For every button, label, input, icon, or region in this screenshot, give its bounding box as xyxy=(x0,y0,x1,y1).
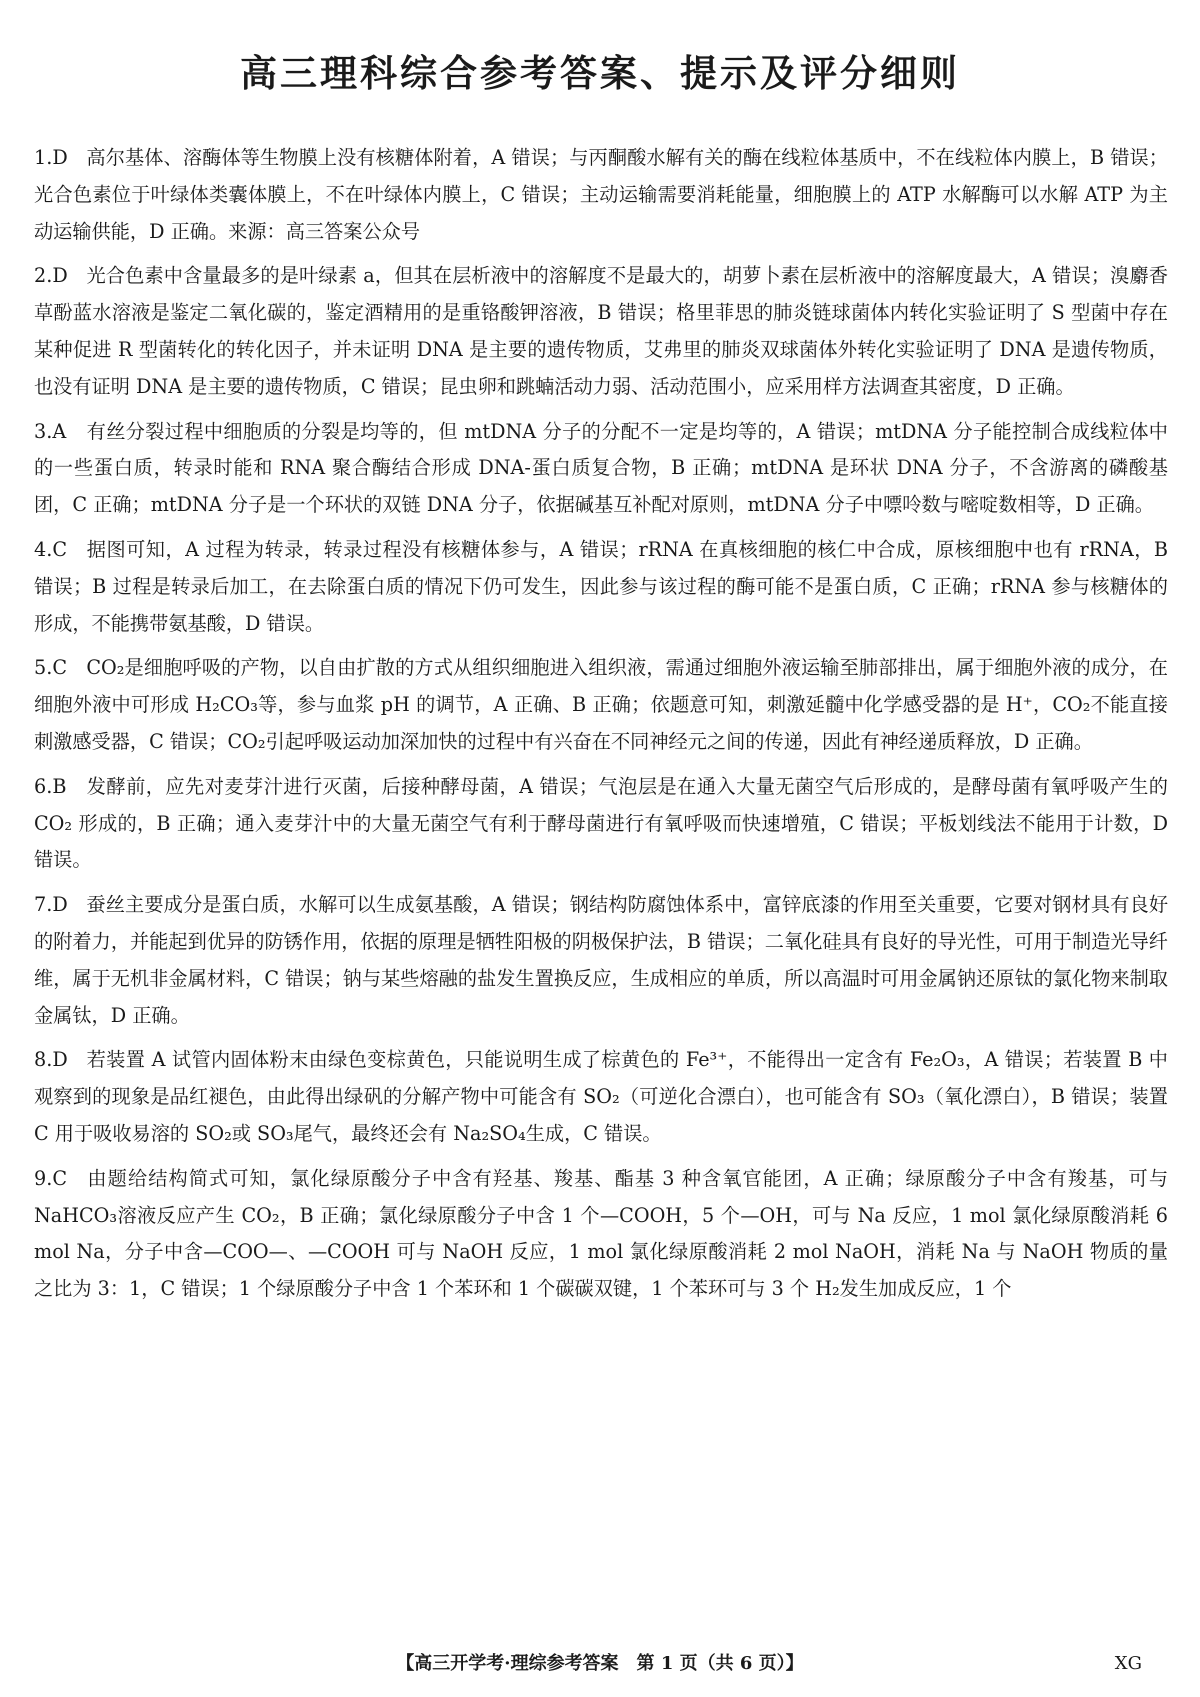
item-number: 6. xyxy=(34,774,53,798)
item-explanation: 有丝分裂过程中细胞质的分裂是均等的，但 mtDNA 分子的分配不一定是均等的，A 错误；mtDNA 分子能控制合成线粒体中的一些蛋白质，转录时能和 RNA 聚合酶结合形成 DNA-蛋白质复合物，B 正确；mtDNA 是环状 DNA 分子，不含游离的磷酸基团，C 正确；mtDNA 分子是一个环状的双链 DNA 分子，依据碱基互补配对原则，mtDNA 分子中嘌呤数与嘧啶数相等，D 正确。 xyxy=(34,419,1168,517)
item-explanation: 发酵前，应先对麦芽汁进行灭菌，后接种酵母菌，A 错误；气泡层是在通入大量无菌空气后形成的，是酵母菌有氧呼吸产生的 CO₂ 形成的，B 正确；通入麦芽汁中的大量无菌空气有利于酵母菌进行有氧呼吸而快速增殖，C 错误；平板划线法不能用于计数，D 错误。 xyxy=(34,774,1168,872)
item-answer: D xyxy=(52,146,68,169)
footer-page-info: 【高三开学考·理综参考答案 第 1 页（共 6 页）】 xyxy=(396,1653,804,1674)
item-number: 5. xyxy=(34,656,53,680)
answer-item-7 xyxy=(34,887,1168,1034)
item-number: 2. xyxy=(34,264,53,288)
item-number: 8. xyxy=(34,1048,53,1072)
item-number: 3. xyxy=(34,419,53,443)
item-answer: D xyxy=(52,1048,68,1072)
item-explanation: 据图可知，A 过程为转录，转录过程没有核糖体参与，A 错误；rRNA 在真核细胞的核仁中合成，原核细胞中也有 rRNA，B 错误；B 过程是转录后加工，在去除蛋白质的情况下仍可发生，因此参与该过程的酶可能不是蛋白质，C 正确；rRNA 参与核糖体的形成，不能携带氨基酸，D 错误。 xyxy=(34,537,1168,635)
item-answer: D xyxy=(52,264,68,288)
item-answer: D xyxy=(52,893,68,917)
item-number: 1. xyxy=(34,146,53,169)
page-title: 高三理科综合参考答案、提示及评分细则 xyxy=(240,52,960,95)
item-explanation: 光合色素中含量最多的是叶绿素 a，但其在层析液中的溶解度不是最大的，胡萝卜素在层析液中的溶解度最大，A 错误；溴麝香草酚蓝水溶液是鉴定二氧化碳的，鉴定酒精用的是重铬酸钾溶液，B 错误；格里菲思的肺炎链球菌体内转化实验证明了 S 型菌中存在某种促进 R 型菌转化的转化因子，并未证明 DNA 是主要的遗传物质，艾弗里的肺炎双球菌体外转化实验证明了 DNA 是遗传物质，也没有证明 DNA 是主要的遗传物质，C 错误；昆虫卵和跳蝻活动力弱、活动范围小，应采用样方法调查其密度，D 正确。 xyxy=(34,264,1168,398)
item-answer: A xyxy=(52,419,67,443)
answer-item-1 xyxy=(34,140,1168,250)
answer-item-4 xyxy=(34,532,1168,642)
item-explanation: 蚕丝主要成分是蛋白质，水解可以生成氨基酸，A 错误；钢结构防腐蚀体系中，富锌底漆的作用至关重要，它要对钢材具有良好的附着力，并能起到优异的防锈作用，依据的原理是牺牲阳极的阴极保护法，B 错误；二氧化硅具有良好的导光性，可用于制造光导纤维，属于无机非金属材料，C 错误；钠与某些熔融的盐发生置换反应，生成相应的单质，所以高温时可用金属钠还原钛的氯化物来制取金属钛，D 正确。 xyxy=(34,893,1169,1027)
item-explanation: CO₂是细胞呼吸的产物，以自由扩散的方式从组织细胞进入组织液，需通过细胞外液运输至肺部排出，属于细胞外液的成分，在细胞外液中可形成 H₂CO₃等，参与血浆 pH 的调节，A 正确、B 正确；依题意可知，刺激延髓中化学感受器的是 H⁺，CO₂不能直接刺激感受器，C 错误；CO₂引起呼吸运动加深加快的过程中有兴奋在不同神经元之间的传递，因此有神经递质释放，D 正确。 xyxy=(34,656,1168,753)
item-number: 7. xyxy=(34,893,53,917)
item-explanation: 由题给结构简式可知，氯化绿原酸分子中含有羟基、羧基、酯基 3 种含氧官能团，A 正确；绿原酸分子中含有羧基，可与 NaHCO₃溶液反应产生 CO₂，B 正确；氯化绿原酸分子中含 1 个—COOH，5 个—OH，可与 Na 反应，1 mol 氯化绿原酸消耗 6 mol Na，分子中含—COO—、—COOH 可与 NaOH 反应，1 mol 氯化绿原酸消耗 2 mol NaOH，消耗 Na 与 NaOH 物质的量之比为 3：1，C 错误；1 个绿原酸分子中含 1 个苯环和 1 个碳碳双键，1 个苯环可与 3 个 H₂发生加成反应，1 个 xyxy=(34,1166,1168,1301)
item-number: 4. xyxy=(34,537,53,561)
answer-item-8 xyxy=(34,1042,1168,1152)
answer-item-9 xyxy=(34,1161,1168,1308)
item-number: 9. xyxy=(34,1166,53,1190)
footer-code: XG xyxy=(1114,1653,1142,1674)
item-answer: C xyxy=(52,656,67,680)
answer-item-2 xyxy=(34,258,1168,405)
answer-item-6 xyxy=(34,769,1168,879)
item-answer: B xyxy=(52,774,67,798)
item-explanation: 高尔基体、溶酶体等生物膜上没有核糖体附着，A 错误；与丙酮酸水解有关的酶在线粒体基质中，不在线粒体内膜上，B 错误；光合色素位于叶绿体类囊体膜上，不在叶绿体内膜上，C 错误；主动运输需要消耗能量，细胞膜上的 ATP 水解酶可以水解 ATP 为主动运输供能，D 正确。来源：高三答案公众号 xyxy=(34,146,1168,243)
answer-list xyxy=(34,140,1168,1316)
answer-item-3 xyxy=(34,414,1168,524)
answer-item-5 xyxy=(34,650,1168,760)
item-answer: C xyxy=(52,537,67,561)
item-answer: C xyxy=(52,1166,67,1190)
item-explanation: 若装置 A 试管内固体粉末由绿色变棕黄色，只能说明生成了棕黄色的 Fe³⁺，不能得出一定含有 Fe₂O₃，A 错误；若装置 B 中观察到的现象是品红褪色，由此得出绿矾的分解产物中可能含有 SO₂（可逆化合漂白），也可能含有 SO₃（氧化漂白），B 错误；装置 C 用于吸收易溶的 SO₂或 SO₃尾气，最终还会有 Na₂SO₄生成，C 错误。 xyxy=(34,1048,1168,1145)
